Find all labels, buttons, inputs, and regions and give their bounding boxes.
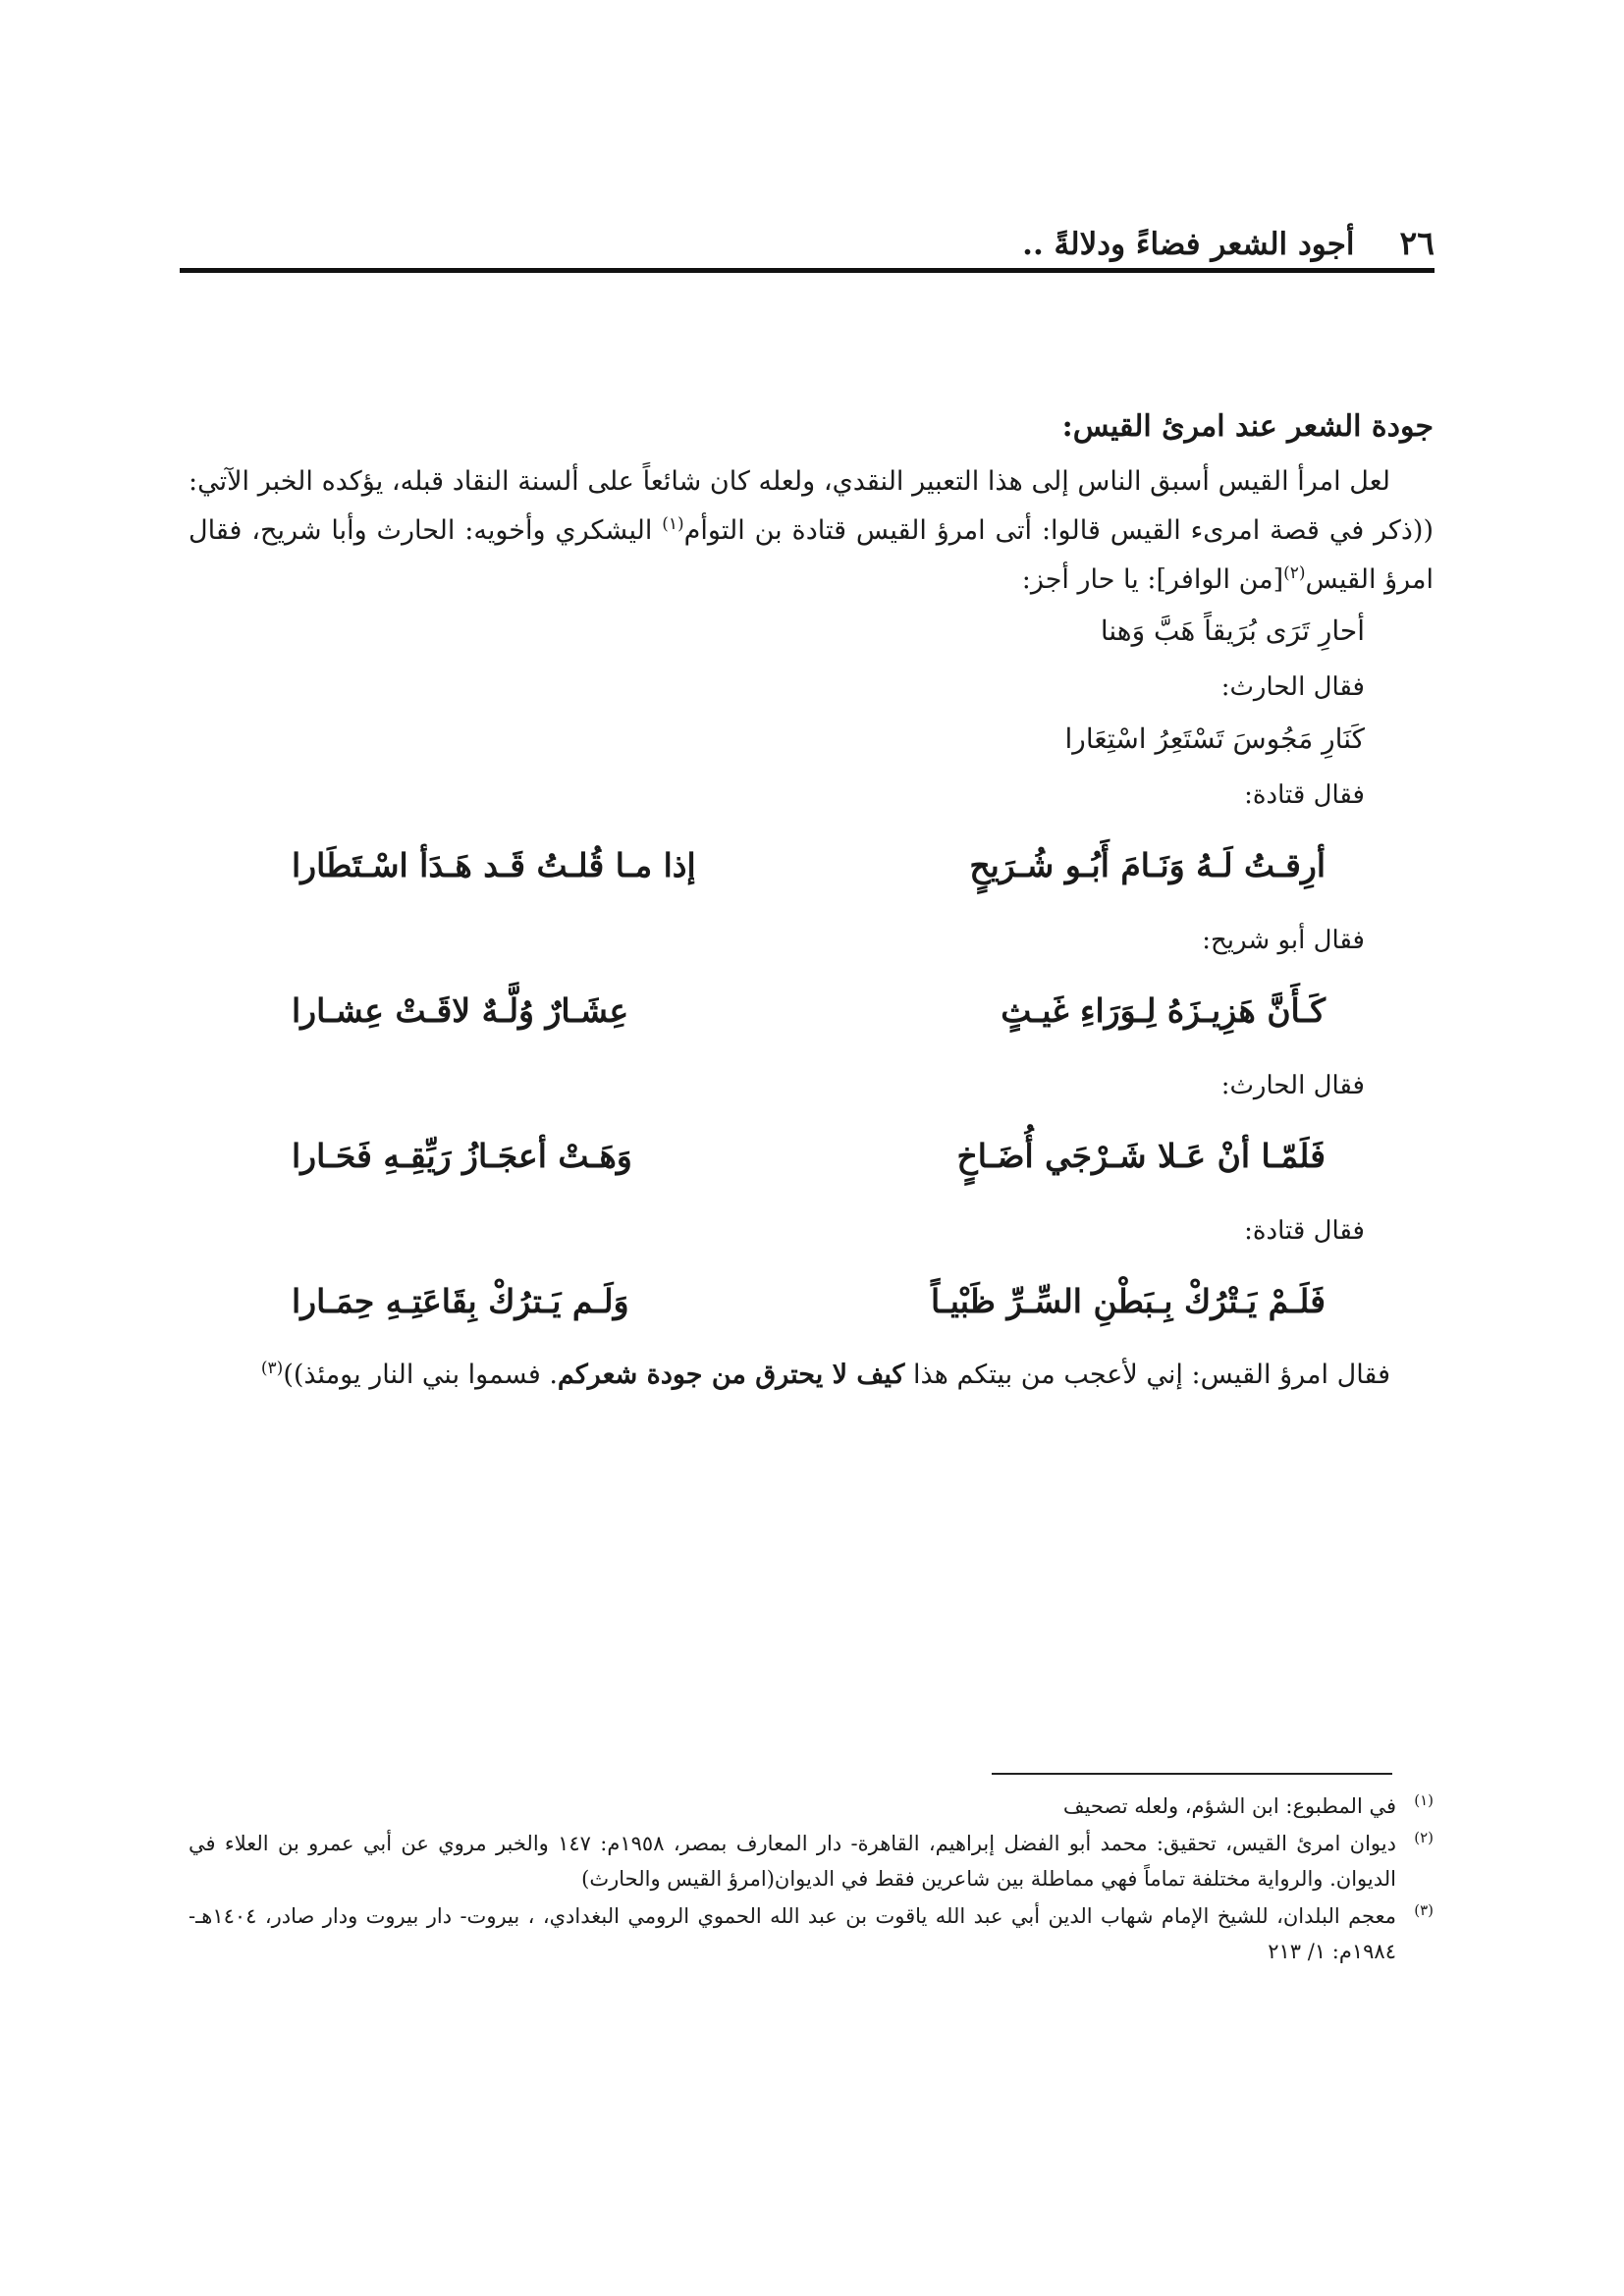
- footnote-1-mark: (١): [1414, 1791, 1434, 1809]
- verse-2: [189, 974, 1434, 1048]
- footnote-2-mark: (٢): [1414, 1829, 1434, 1846]
- intro-text-end: [من الوافر]: يا حار أجز:: [1021, 564, 1284, 595]
- page-number: ٢٦: [1399, 224, 1435, 262]
- verse-4-second-hemistich: وَلَـم يَـترُكْ بِقَاعَتِـهِ حِمَـارا: [292, 1282, 629, 1320]
- intro-text-cont: اليشكري وأخويه: الحارث وأبا شريح، فقال امرؤ القيس: [189, 515, 1434, 595]
- speaker-qatada-2: فقال قتادة:: [1244, 1216, 1365, 1246]
- footnote-ref-2: (٢): [1283, 563, 1306, 583]
- closing-tail: . فسموا بني النار يومئذ)): [283, 1360, 558, 1390]
- speaker-harith: فقال الحارث:: [1220, 672, 1365, 702]
- running-header: [180, 214, 1435, 273]
- verse-1-first-hemistich: أرِقـتُ لَـهُ وَنَـامَ أَبُـو شُـرَيحٍ: [969, 846, 1326, 884]
- footnote-ref-3: (٣): [260, 1359, 284, 1378]
- intro-paragraph: [189, 457, 1434, 605]
- footnote-3-text: معجم البلدان، للشيخ الإمام شهاب الدين أبي عبد الله ياقوت بن عبد الله الحموي الرومي البغدادي، ، بيروت- دار بيروت ودار صادر، ١٤٠٤هـ- ١٩٨٤م: ١/ ٢١٣: [189, 1904, 1396, 1963]
- intro-text: لعل امرأ القيس أسبق الناس إلى هذا التعبير النقدي، ولعله كان شائعاً على ألسنة النقاد قبله، يؤكده الخبر الآتي: ((ذكر في قصة امرىء القيس قالوا: أتى امرؤ القيس قتادة بن التوأم: [189, 466, 1435, 546]
- section-heading: جودة الشعر عند امرئ القيس:: [1061, 409, 1434, 444]
- verse-1: [189, 828, 1434, 903]
- footnote-ref-1: (١): [662, 514, 684, 534]
- verse-4-first-hemistich: فَلَـمْ يَـتْرُكْ بِـبَطْنِ السِّـرِّ ظَبْيـاً: [931, 1282, 1326, 1320]
- speaker-harith-2: فقال الحارث:: [1220, 1071, 1365, 1100]
- footnote-2-text: ديوان امرئ القيس، تحقيق: محمد أبو الفضل إبراهيم، القاهرة- دار المعارف بمصر، ١٩٥٨م: ١٤٧ والخبر مروي عن أبي عمرو بن العلاء في الديوان. والرواية مختلفة تماماً فهي مماطلة بين شاعرين فقط في الديوان(امرؤ القيس والحارث): [189, 1832, 1396, 1891]
- footnotes: [189, 1789, 1434, 1971]
- exchange-line-1: أحارِ تَرَى بُرَيقاً هَبَّ وَهنا: [1100, 614, 1365, 647]
- verse-2-second-hemistich: عِشَـارٌ وُلَّـهٌ لاقَـتْ عِشـارا: [292, 991, 629, 1030]
- closing-paragraph: [189, 1351, 1434, 1400]
- verse-4: [189, 1264, 1434, 1339]
- running-title: أجود الشعر فضاءً ودلالةً ..: [1022, 227, 1355, 262]
- footnote-1-text: في المطبوع: ابن الشؤم، ولعله تصحيف: [1062, 1794, 1396, 1818]
- body-text: [189, 402, 1434, 1400]
- closing-bold-phrase: كيف لا يحترق من جودة شعركم: [557, 1360, 905, 1390]
- verse-3-second-hemistich: وَهَـتْ أعجَـازُ رَيِّقِـهِ فَحَـارا: [292, 1137, 632, 1175]
- footnote-2: [189, 1826, 1434, 1896]
- speaker-qatada: فقال قتادة:: [1244, 780, 1365, 810]
- verse-3: [189, 1119, 1434, 1194]
- closing-lead: فقال امرؤ القيس: إني لأعجب من بيتكم هذا: [904, 1360, 1390, 1390]
- exchange-line-2: كَنَارِ مَجُوسَ تَسْتَعِرُ اسْتِعَارا: [1064, 722, 1365, 755]
- footnote-3-mark: (٣): [1414, 1901, 1434, 1919]
- verse-3-first-hemistich: فَلَمّـا أنْ عَـلا شَـرْجَي أُضَـاخٍ: [956, 1137, 1326, 1175]
- speaker-abu-shurayh: فقال أبو شريح:: [1202, 926, 1365, 955]
- verse-1-second-hemistich: إذا مـا قُلـتُ قَـد هَـدَأ اسْـتَطَارا: [292, 846, 696, 884]
- footnote-1: [189, 1789, 1434, 1824]
- footnote-3: [189, 1898, 1434, 1969]
- verse-2-first-hemistich: كَـأَنَّ هَزِيـزَهُ لِـوَرَاءِ غَيـثٍ: [1001, 991, 1326, 1030]
- footnote-separator: [992, 1773, 1392, 1775]
